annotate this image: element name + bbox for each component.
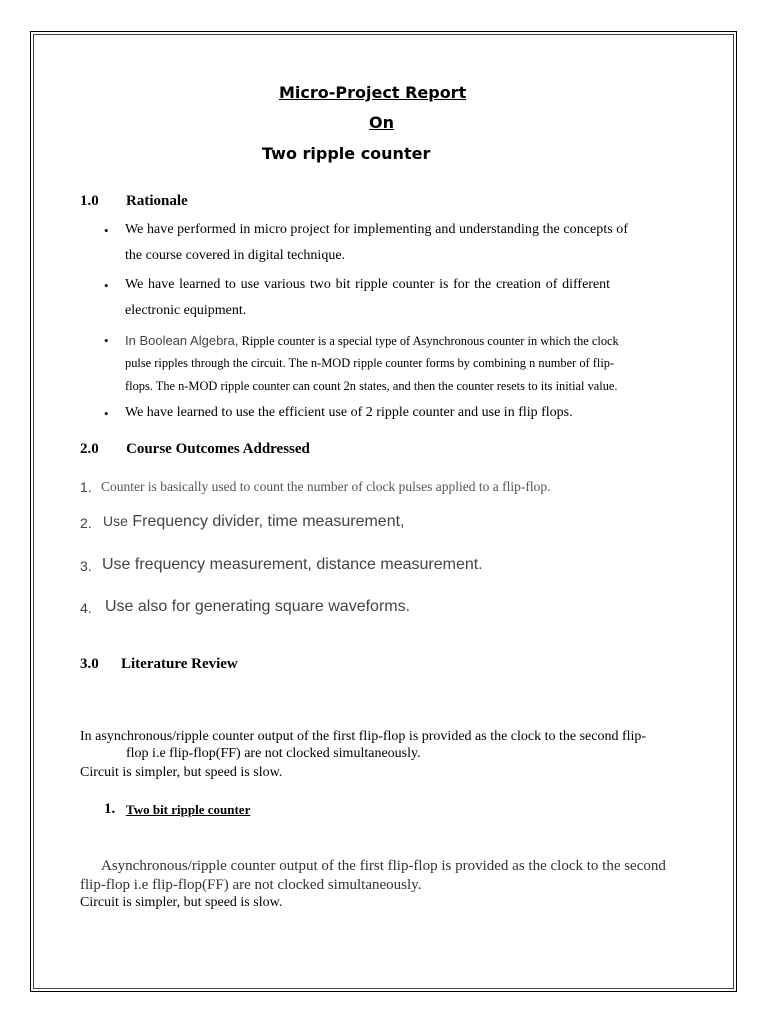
outcome-item-2-prefix: Use <box>103 513 128 529</box>
title-on: On <box>369 113 394 132</box>
report-title: Micro-Project Report <box>279 83 467 102</box>
outcome-number: 4. <box>80 600 92 616</box>
rationale-bullet-3-line-2: pulse ripples through the circuit. The n-MOD ripple counter forms by combining n number of flip- <box>125 356 615 370</box>
rationale-bullet-2-line-2: electronic equipment. <box>125 303 247 318</box>
outcome-item-4: Use also for generating square waveforms. <box>105 598 411 615</box>
literature-para-2-line-3: Circuit is simpler, but speed is slow. <box>80 895 283 910</box>
rationale-bullet-1-line-1: We have performed in micro project for implementing and understanding the concepts of <box>125 222 629 237</box>
literature-para-2-line-2: flip-flop i.e flip-flop(FF) are not clocked simultaneously. <box>80 877 422 893</box>
literature-para-1-line-2: flop i.e flip-flop(FF) are not clocked simultaneously. <box>126 746 421 761</box>
bullet-icon: • <box>104 333 109 348</box>
outcome-item-2 <box>103 513 404 531</box>
literature-para-2-line-1: Asynchronous/ripple counter output of the first flip-flop is provided as the clock to the second <box>101 858 666 874</box>
rationale-bullet-4: We have learned to use the efficient use of 2 ripple counter and use in flip flops. <box>125 405 573 420</box>
section-heading-outcomes: Course Outcomes Addressed <box>126 441 310 457</box>
rationale-bullet-1-line-2: the course covered in digital technique. <box>125 248 346 263</box>
bullet-icon: • <box>104 278 109 293</box>
outcome-number: 3. <box>80 558 92 574</box>
literature-para-1-line-3: Circuit is simpler, but speed is slow. <box>80 765 283 780</box>
outcome-item-3: Use frequency measurement, distance measurement. <box>102 556 483 573</box>
section-number: 3.0 <box>80 656 99 672</box>
rationale-bullet-3-line-1 <box>125 332 619 350</box>
rationale-bullet-2-line-1: We have learned to use various two bit ripple counter is for the creation of different <box>125 277 611 292</box>
section-heading-literature: Literature Review <box>121 656 238 672</box>
section-heading-rationale: Rationale <box>126 193 188 209</box>
boolean-algebra-text: In Boolean Algebra, <box>125 333 239 348</box>
section-number: 1.0 <box>80 193 99 209</box>
outcome-item-1: Counter is basically used to count the number of clock pulses applied to a flip-flop. <box>101 479 551 494</box>
section-number: 2.0 <box>80 441 99 457</box>
page-border <box>30 31 737 992</box>
subsection-number: 1. <box>104 801 116 817</box>
outcome-item-2-text: Frequency divider, time measurement, <box>132 513 405 530</box>
bullet-icon: • <box>104 406 109 421</box>
outcome-number: 1. <box>80 479 92 495</box>
rationale-bullet-3-line-3: flops. The n-MOD ripple counter can count 2n states, and then the counter resets to its initial value. <box>125 379 618 393</box>
literature-para-1-line-1: In asynchronous/ripple counter output of the first flip-flop is provided as the clock to the second flip- <box>80 729 647 744</box>
project-title: Two ripple counter <box>262 144 431 163</box>
subsection-heading: Two bit ripple counter <box>126 802 251 817</box>
bullet-icon: • <box>104 223 109 238</box>
rationale-bullet-3-text: Ripple counter is a special type of Asynchronous counter in which the clock <box>238 334 619 348</box>
outcome-number: 2. <box>80 515 92 531</box>
